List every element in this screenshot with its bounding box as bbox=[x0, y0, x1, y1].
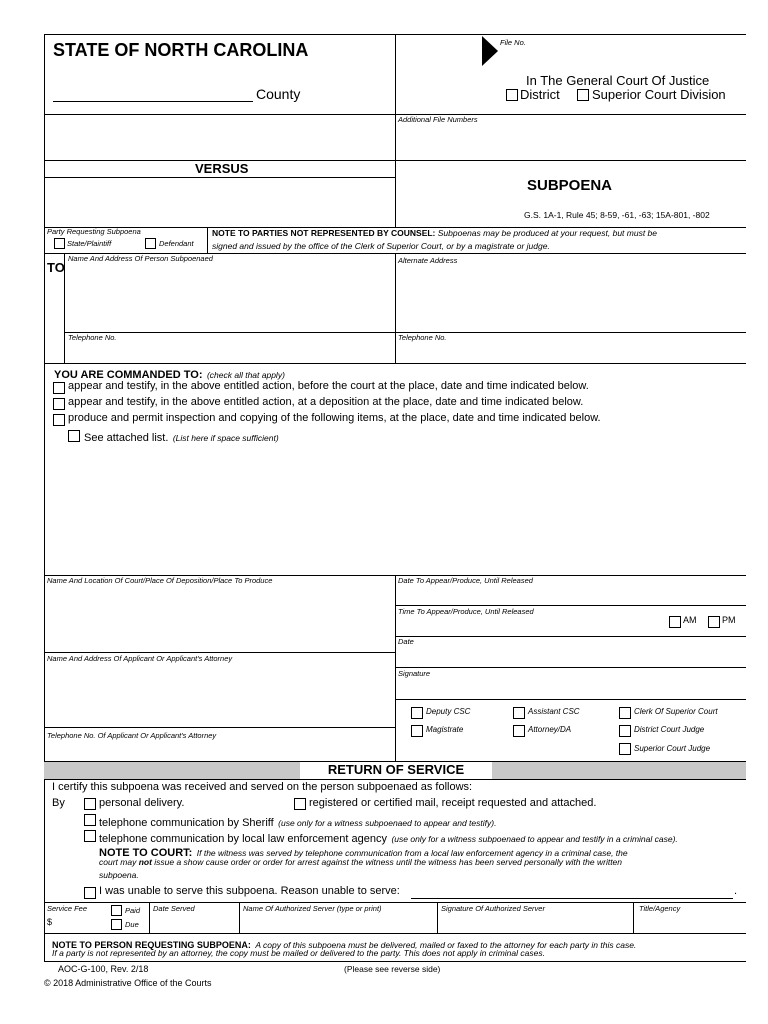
registered-mail-label: registered or certified mail, receipt requested and attached. bbox=[309, 797, 597, 809]
by-label: By bbox=[52, 797, 65, 809]
pm-checkbox[interactable] bbox=[708, 616, 720, 628]
paid-label: Paid bbox=[125, 906, 141, 915]
signature-field[interactable] bbox=[397, 680, 745, 698]
party-note-title: NOTE TO PARTIES NOT REPRESENTED BY COUNSEL: bbox=[212, 228, 436, 238]
time-appear-label: Time To Appear/Produce, Until Released bbox=[398, 607, 534, 616]
alt-telephone-label: Telephone No. bbox=[398, 333, 447, 342]
am-checkbox[interactable] bbox=[669, 616, 681, 628]
form-title: SUBPOENA bbox=[527, 177, 613, 194]
date-label: Date bbox=[398, 637, 414, 646]
due-label: Due bbox=[125, 920, 139, 929]
party-note bbox=[212, 228, 657, 238]
deputy-csc-label: Deputy CSC bbox=[426, 707, 471, 716]
am-label: AM bbox=[683, 615, 697, 625]
alternate-address-field[interactable] bbox=[397, 268, 745, 330]
attached-list-note: (List here if space sufficient) bbox=[172, 433, 279, 443]
file-no-arrow-icon bbox=[482, 36, 498, 66]
return-service-bar-right bbox=[492, 761, 746, 779]
unable-period: . bbox=[734, 885, 738, 897]
district-judge-checkbox[interactable] bbox=[619, 725, 631, 737]
footer-note-title: NOTE TO PERSON REQUESTING SUBPOENA: bbox=[52, 940, 251, 950]
pm-label: PM bbox=[722, 615, 736, 625]
reverse-note: (Please see reverse side) bbox=[344, 964, 441, 974]
magistrate-label: Magistrate bbox=[426, 725, 464, 734]
district-judge-label: District Court Judge bbox=[634, 725, 705, 734]
court-note-text2a: court may bbox=[99, 857, 139, 867]
footer-note-text1: A copy of this subpoena must be delivered, mailed or faxed to the attorney for each party in this case. bbox=[255, 940, 637, 950]
superior-judge-checkbox[interactable] bbox=[619, 743, 631, 755]
local-le-note: (use only for a witness subpoenaed to appear and testify in a criminal case). bbox=[391, 834, 678, 844]
sheriff-checkbox[interactable] bbox=[84, 814, 96, 826]
signature-label: Signature bbox=[398, 669, 431, 678]
defendant-checkbox[interactable] bbox=[145, 238, 156, 249]
commanded-title: YOU ARE COMMANDED TO: bbox=[54, 369, 203, 381]
unable-label: I was unable to serve this subpoena. Reason unable to serve: bbox=[99, 885, 400, 897]
court-note-text2c: issue a show cause order or order for arrest against the witness until the witness has been served personally with the written bbox=[151, 857, 623, 867]
attached-list-label: See attached list. bbox=[84, 432, 169, 444]
server-name-label: Name Of Authorized Server (type or print) bbox=[243, 904, 382, 913]
court-note-text1: If the witness was served by telephone communication from a local law enforcement agency in a criminal case, the bbox=[196, 848, 628, 858]
copyright: © 2018 Administrative Office of the Courts bbox=[44, 978, 212, 988]
items-list-field[interactable] bbox=[68, 445, 738, 570]
attorney-da-checkbox[interactable] bbox=[513, 725, 525, 737]
return-service-title: RETURN OF SERVICE bbox=[327, 762, 465, 777]
clerk-superior-checkbox[interactable] bbox=[619, 707, 631, 719]
defendant-label: Defendant bbox=[159, 239, 194, 248]
produce-checkbox[interactable] bbox=[53, 414, 65, 426]
sheriff-note: (use only for a witness subpoenaed to appear and testify). bbox=[278, 818, 497, 828]
court-title: In The General Court Of Justice bbox=[526, 73, 710, 88]
person-subpoenaed-field[interactable] bbox=[66, 265, 394, 330]
alternate-address-label: Alternate Address bbox=[398, 256, 458, 265]
court-note-line3: subpoena. bbox=[99, 870, 139, 880]
registered-mail-checkbox[interactable] bbox=[294, 798, 306, 810]
telephone-label: Telephone No. bbox=[68, 333, 117, 342]
court-note-line2 bbox=[99, 857, 622, 867]
personal-delivery-checkbox[interactable] bbox=[84, 798, 96, 810]
superior-label: Superior Court Division bbox=[592, 87, 726, 102]
appear-court-label: appear and testify, in the above entitled action, before the court at the place, date and time indicated below. bbox=[68, 380, 589, 392]
appear-court-checkbox[interactable] bbox=[53, 382, 65, 394]
superior-checkbox[interactable] bbox=[577, 89, 589, 101]
return-service-bar-left bbox=[44, 761, 300, 779]
attached-list-checkbox[interactable] bbox=[68, 430, 80, 442]
applicant-label: Name And Address Of Applicant Or Applicant's Attorney bbox=[47, 654, 233, 663]
commanded-note: (check all that apply) bbox=[206, 370, 285, 380]
name-address-label: Name And Address Of Person Subpoenaed bbox=[68, 254, 213, 263]
assistant-csc-checkbox[interactable] bbox=[513, 707, 525, 719]
appear-deposition-checkbox[interactable] bbox=[53, 398, 65, 410]
additional-file-label: Additional File Numbers bbox=[398, 115, 478, 124]
state-plaintiff-checkbox[interactable] bbox=[54, 238, 65, 249]
to-label: TO bbox=[47, 260, 65, 275]
attached-list bbox=[84, 428, 279, 446]
form-id: AOC-G-100, Rev. 2/18 bbox=[58, 964, 149, 974]
party-note-line1: Subpoenas may be produced at your request, but must be bbox=[437, 228, 658, 238]
applicant-field[interactable] bbox=[46, 665, 394, 725]
state-title: STATE OF NORTH CAROLINA bbox=[53, 40, 309, 60]
file-no-label: File No. bbox=[500, 38, 526, 47]
court-note-not: not bbox=[138, 857, 152, 867]
paid-checkbox[interactable] bbox=[111, 905, 122, 916]
appear-deposition-label: appear and testify, in the above entitled action, at a deposition at the place, date and time indicated below. bbox=[68, 396, 584, 408]
county-label: County bbox=[256, 86, 301, 102]
court-note-title: NOTE TO COURT: bbox=[99, 847, 193, 859]
versus-label: VERSUS bbox=[195, 161, 249, 176]
state-plaintiff-label: State/Plaintiff bbox=[67, 239, 112, 248]
sheriff-label: telephone communication by Sheriff bbox=[99, 817, 274, 829]
assistant-csc-label: Assistant CSC bbox=[528, 707, 580, 716]
title-agency-label: Title/Agency bbox=[639, 904, 681, 913]
local-le-label: telephone communication by local law enforcement agency bbox=[99, 833, 387, 845]
party-requesting-label: Party Requesting Subpoena bbox=[47, 227, 141, 236]
produce-label: produce and permit inspection and copying of the following items, at the place, date and time indicated below. bbox=[68, 412, 601, 424]
personal-delivery-label: personal delivery. bbox=[99, 797, 185, 809]
location-field[interactable] bbox=[46, 588, 394, 650]
date-served-label: Date Served bbox=[153, 904, 195, 913]
district-checkbox[interactable] bbox=[506, 89, 518, 101]
plaintiff-field[interactable] bbox=[46, 116, 394, 159]
certify-text: I certify this subpoena was received and served on the person subpoenaed as follows: bbox=[52, 781, 473, 793]
server-signature-label: Signature Of Authorized Server bbox=[441, 904, 545, 913]
county-underline[interactable] bbox=[53, 101, 253, 102]
due-checkbox[interactable] bbox=[111, 919, 122, 930]
attorney-da-label: Attorney/DA bbox=[528, 725, 572, 734]
fee-dollar: $ bbox=[47, 917, 53, 927]
magistrate-checkbox[interactable] bbox=[411, 725, 423, 737]
local-le-checkbox[interactable] bbox=[84, 830, 96, 842]
party-note-line2: signed and issued by the office of the Clerk of Superior Court, or by a magistrate or judge. bbox=[212, 241, 550, 251]
service-fee-label: Service Fee bbox=[47, 904, 88, 913]
applicant-telephone-label: Telephone No. Of Applicant Or Applicant's Attorney bbox=[47, 731, 217, 740]
unable-reason-field[interactable] bbox=[411, 898, 733, 899]
district-label: District bbox=[520, 87, 560, 102]
statutes: G.S. 1A-1, Rule 45; 8-59, -61, -63; 15A-801, -802 bbox=[524, 210, 710, 220]
deputy-csc-checkbox[interactable] bbox=[411, 707, 423, 719]
clerk-superior-label: Clerk Of Superior Court bbox=[634, 707, 718, 716]
footer-note-text2: If a party is not represented by an attorney, the copy must be mailed or delivered to the party. This does not apply in criminal cases. bbox=[52, 948, 545, 958]
superior-judge-label: Superior Court Judge bbox=[634, 744, 711, 753]
defendant-field[interactable] bbox=[46, 179, 394, 226]
date-appear-label: Date To Appear/Produce, Until Released bbox=[398, 576, 533, 585]
unable-checkbox[interactable] bbox=[84, 887, 96, 899]
location-label: Name And Location Of Court/Place Of Deposition/Place To Produce bbox=[47, 576, 273, 585]
